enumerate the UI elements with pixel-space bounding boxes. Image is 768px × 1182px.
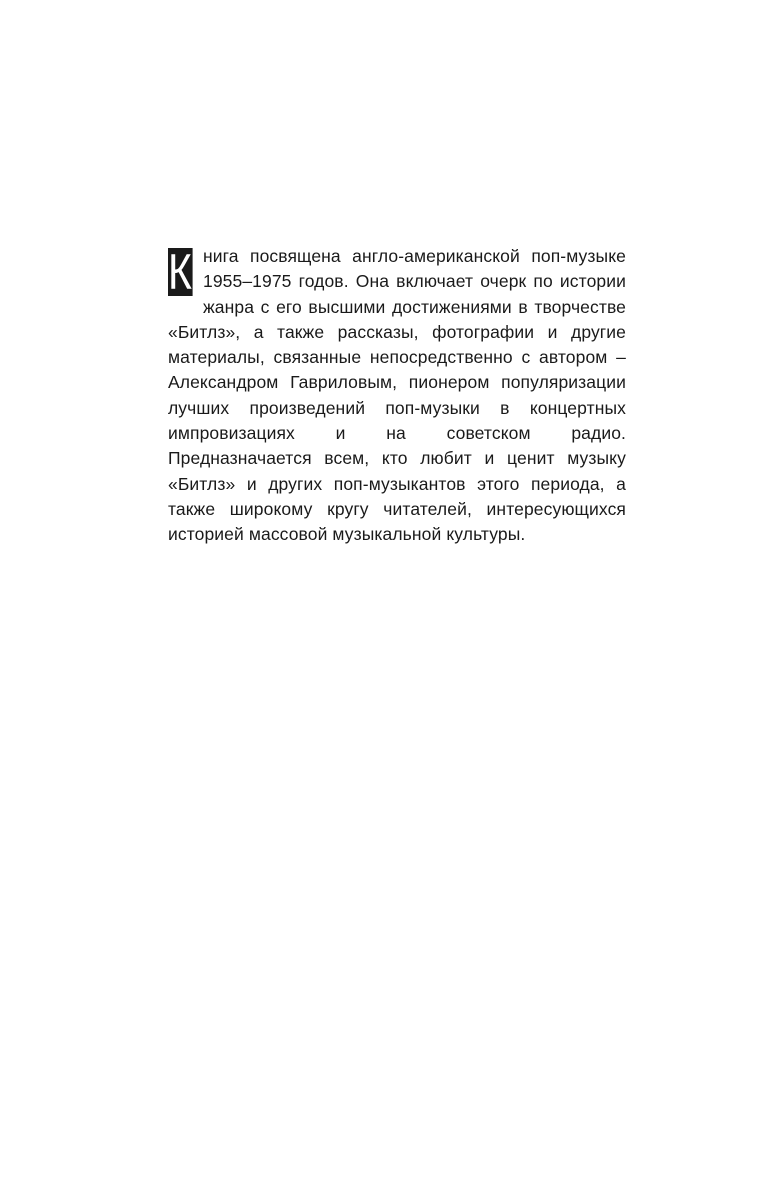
annotation-text: нига посвящена англо-американской поп-музыке 1955–1975 годов. Она включает очерк по истории жанра с его высшими достижениями в творчестве «Битлз», а также рассказы, фотографии и другие материалы, связанные непосредственно с автором – Александром Гавриловым, пионером популяризации лучших произведений поп-музыки в концертных импровизациях и на советском радио. Предназначается всем, кто любит и ценит музыку «Битлз» и других поп-музыкантов этого периода, а также широкому кругу читателей, интересующихся историей массовой музыкальной культуры. xyxy=(168,246,626,545)
book-annotation xyxy=(168,244,626,548)
drop-cap-letter: К xyxy=(168,248,192,296)
